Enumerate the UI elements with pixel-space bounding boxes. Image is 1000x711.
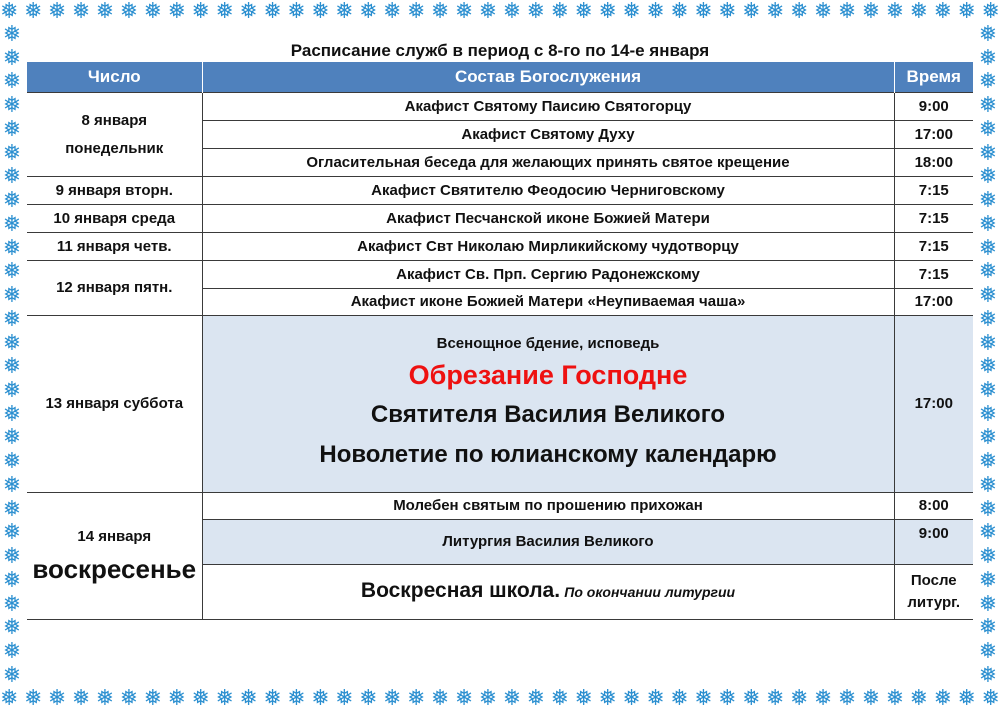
snowflake-ornament-icon: ❅: [909, 0, 929, 24]
snowflake-ornament-icon: ❅: [978, 449, 998, 475]
time-cell: 17:00: [894, 121, 973, 149]
time-cell: 7:15: [894, 205, 973, 233]
snowflake-ornament-icon: ❅: [2, 496, 22, 522]
snowflake-ornament-icon: ❅: [2, 140, 22, 166]
time-cell: 7:15: [894, 177, 973, 205]
time-cell: 18:00: [894, 149, 973, 177]
date-line: понедельник: [65, 139, 164, 157]
snowflake-ornament-icon: ❅: [2, 22, 22, 47]
date-line-weekday: воскресенье: [32, 554, 197, 584]
snowflake-ornament-icon: ❅: [167, 0, 186, 24]
snowflake-ornament-icon: ❅: [885, 686, 905, 711]
snowflake-ornament-icon: ❅: [978, 235, 998, 261]
snowflake-ornament-icon: ❅: [861, 686, 881, 711]
snowflake-ornament-icon: ❅: [478, 0, 498, 24]
date-cell: 10 января среда: [27, 205, 202, 233]
table-row: [27, 93, 973, 121]
snowflake-ornament-icon: ❅: [215, 0, 234, 24]
snowflake-ornament-icon: ❅: [646, 686, 665, 711]
snowflake-ornament-icon: ❅: [2, 639, 22, 665]
snowflake-ornament-icon: ❅: [598, 0, 617, 24]
snowflake-ornament-icon: ❅: [718, 0, 737, 24]
snowflake-ornament-icon: ❅: [933, 686, 952, 711]
time-line: литург.: [907, 594, 961, 611]
snowflake-ornament-icon: ❅: [454, 0, 474, 24]
table-row: [27, 177, 973, 205]
snowflake-ornament-icon: ❅: [837, 686, 857, 711]
table-row: [27, 233, 973, 261]
time-cell: 17:00: [894, 316, 973, 493]
snowflake-ornament-icon: ❅: [2, 283, 22, 309]
snowflake-ornament-icon: ❅: [978, 472, 998, 498]
snowflake-ornament-icon: ❅: [622, 686, 641, 711]
snowflake-ornament-icon: ❅: [861, 0, 881, 24]
snowflake-ornament-icon: ❅: [119, 686, 139, 711]
time-line: После: [910, 572, 957, 589]
snowflake-ornament-icon: ❅: [2, 378, 22, 404]
snowflake-ornament-icon: ❅: [813, 686, 833, 711]
new-year-line: Новолетие по юлианскому календарю: [319, 441, 777, 468]
snowflake-ornament-icon: ❅: [622, 0, 641, 24]
snowflake-ornament-icon: ❅: [23, 0, 43, 24]
snowflake-ornament-icon: ❅: [978, 188, 998, 214]
snowflake-ornament-icon: ❅: [978, 591, 998, 617]
snowflake-ornament-icon: ❅: [2, 520, 22, 546]
time-cell: 7:15: [894, 261, 973, 289]
snowflake-ornament-icon: ❅: [933, 0, 952, 24]
service-cell: Огласительная беседа для желающих принять святое крещение: [202, 149, 894, 177]
snowflake-ornament-icon: ❅: [311, 686, 330, 711]
snowflake-ornament-icon: ❅: [885, 0, 905, 24]
snowflake-ornament-icon: ❅: [383, 0, 402, 24]
time-cell: 7:15: [894, 233, 973, 261]
snowflake-ornament-icon: ❅: [287, 0, 306, 24]
snowflake-ornament-icon: ❅: [2, 45, 22, 71]
snowflake-ornament-icon: ❅: [2, 544, 22, 570]
snowflake-ornament-icon: ❅: [383, 686, 402, 711]
snowflake-ornament-icon: ❅: [71, 0, 91, 24]
snowflake-ornament-icon: ❅: [718, 686, 737, 711]
snowflake-ornament-icon: ❅: [978, 164, 998, 190]
snowflake-ornament-icon: ❅: [335, 686, 354, 711]
schedule-table: [27, 62, 973, 620]
snowflake-ornament-icon: ❅: [2, 401, 22, 427]
snowflake-ornament-icon: ❅: [2, 116, 22, 142]
snowflake-ornament-icon: ❅: [287, 686, 306, 711]
date-cell-jan14: [27, 493, 202, 620]
table-row: [27, 261, 973, 289]
snowflake-ornament-icon: ❅: [2, 472, 22, 498]
snowflake-ornament-icon: ❅: [454, 686, 474, 711]
snowflake-ornament-icon: ❅: [2, 259, 22, 285]
snowflake-ornament-icon: ❅: [478, 686, 498, 711]
snowflake-ornament-icon: ❅: [978, 283, 998, 309]
table-row-feast: [27, 316, 973, 493]
snowflake-ornament-icon: ❅: [526, 0, 546, 24]
snowflake-ornament-icon: ❅: [978, 401, 998, 427]
date-cell-jan8: [27, 93, 202, 177]
snowflake-ornament-icon: ❅: [502, 686, 522, 711]
snowflake-ornament-icon: ❅: [406, 686, 426, 711]
date-line: 8 января: [81, 111, 147, 129]
snowflake-ornament-icon: ❅: [978, 615, 998, 641]
snowflake-ornament-icon: ❅: [2, 425, 22, 451]
snowflake-ornament-icon: ❅: [215, 686, 234, 711]
time-cell: 17:00: [894, 289, 973, 316]
service-cell: Акафист Свт Николаю Мирликийскому чудотворцу: [202, 233, 894, 261]
saint-line: Святителя Василия Великого: [370, 401, 726, 428]
snowflake-ornament-icon: ❅: [742, 0, 761, 24]
snowflake-ornament-icon: ❅: [0, 0, 19, 24]
snowflake-ornament-icon: ❅: [526, 686, 546, 711]
snowflake-ornament-icon: ❅: [2, 164, 22, 190]
snowflake-ornament-icon: ❅: [646, 0, 665, 24]
snowflake-ornament-icon: ❅: [263, 686, 282, 711]
snowflake-ornament-icon: ❅: [981, 0, 1000, 24]
snowflake-ornament-icon: ❅: [359, 0, 378, 24]
snowflake-ornament-icon: ❅: [2, 449, 22, 475]
snowflake-ornament-icon: ❅: [239, 0, 258, 24]
snowflake-ornament-icon: ❅: [766, 0, 785, 24]
snowflake-ornament-icon: ❅: [978, 496, 998, 522]
snowflake-ornament-icon: ❅: [574, 0, 593, 24]
snowflake-ornament-icon: ❅: [95, 0, 115, 24]
snowflake-ornament-icon: ❅: [23, 686, 43, 711]
sunday-school-note: По окончании литургии: [564, 584, 736, 600]
snowflake-ornament-icon: ❅: [191, 0, 210, 24]
schedule-title: Расписание служб в период с 8-го по 14-е января: [290, 41, 710, 60]
snowflake-ornament-icon: ❅: [574, 686, 593, 711]
service-cell: Акафист Св. Прп. Сергию Радонежскому: [202, 261, 894, 289]
snowflake-ornament-icon: ❅: [47, 686, 67, 711]
snowflake-ornament-icon: ❅: [978, 69, 998, 95]
time-cell: [894, 565, 973, 620]
date-cell-jan13: 13 января суббота: [27, 316, 202, 493]
service-cell: Акафист Святому Духу: [202, 121, 894, 149]
date-cell: 9 января вторн.: [27, 177, 202, 205]
snowflake-ornament-icon: ❅: [978, 662, 998, 688]
snowflake-ornament-icon: ❅: [978, 544, 998, 570]
snowflake-ornament-icon: ❅: [47, 0, 67, 24]
snowflake-ornament-icon: ❅: [119, 0, 139, 24]
snowflake-ornament-icon: ❅: [766, 686, 785, 711]
snowflake-ornament-icon: ❅: [978, 520, 998, 546]
snowflake-ornament-icon: ❅: [239, 686, 258, 711]
header-date: Число: [27, 62, 202, 93]
snowflake-ornament-icon: ❅: [694, 0, 713, 24]
service-cell: Акафист иконе Божией Матери «Неупиваемая чаша»: [202, 289, 894, 316]
header-row: [27, 62, 973, 93]
snowflake-ornament-icon: ❅: [2, 662, 22, 688]
snowflake-ornament-icon: ❅: [978, 211, 998, 237]
snowflake-ornament-icon: ❅: [789, 686, 809, 711]
header-time: Время: [894, 62, 973, 93]
service-cell-liturgy: Литургия Василия Великого: [202, 520, 894, 565]
time-cell: 8:00: [894, 493, 973, 520]
service-cell: Акафист Святому Паисию Святогорцу: [202, 93, 894, 121]
snowflake-ornament-icon: ❅: [978, 378, 998, 404]
snowflake-ornament-icon: ❅: [550, 686, 569, 711]
snowflake-ornament-icon: ❅: [2, 354, 22, 380]
snowflake-ornament-icon: ❅: [813, 0, 833, 24]
ornament-border-top: [0, 0, 1000, 24]
snowflake-ornament-icon: ❅: [789, 0, 809, 24]
time-cell: 9:00: [894, 520, 973, 565]
service-cell: Акафист Песчанской иконе Божией Матери: [202, 205, 894, 233]
snowflake-ornament-icon: ❅: [978, 425, 998, 451]
sunday-school: Воскресная школа.: [360, 579, 561, 602]
ornament-border-bottom: [0, 687, 1000, 711]
snowflake-ornament-icon: ❅: [694, 686, 713, 711]
vigil-line: Всенощное бдение, исповедь: [436, 335, 660, 352]
snowflake-ornament-icon: ❅: [2, 93, 22, 119]
snowflake-ornament-icon: ❅: [978, 140, 998, 166]
snowflake-ornament-icon: ❅: [143, 686, 163, 711]
header-service: Состав Богослужения: [202, 62, 894, 93]
snowflake-ornament-icon: ❅: [978, 330, 998, 356]
snowflake-ornament-icon: ❅: [2, 188, 22, 214]
snowflake-ornament-icon: ❅: [981, 686, 1000, 711]
snowflake-ornament-icon: ❅: [742, 686, 761, 711]
snowflake-ornament-icon: ❅: [167, 686, 186, 711]
snowflake-ornament-icon: ❅: [978, 639, 998, 665]
snowflake-ornament-icon: ❅: [2, 567, 22, 593]
ornament-border-left: [0, 24, 24, 687]
ornament-border-right: [976, 24, 1000, 687]
snowflake-ornament-icon: ❅: [430, 686, 450, 711]
feast-title: Обрезание Господне: [408, 360, 688, 390]
snowflake-ornament-icon: ❅: [263, 0, 282, 24]
snowflake-ornament-icon: ❅: [430, 0, 450, 24]
date-cell-jan12: 12 января пятн.: [27, 261, 202, 316]
snowflake-ornament-icon: ❅: [143, 0, 163, 24]
service-cell-feast: [202, 316, 894, 493]
snowflake-ornament-icon: ❅: [2, 211, 22, 237]
service-cell: [202, 565, 894, 620]
service-cell: Акафист Святителю Феодосию Черниговскому: [202, 177, 894, 205]
snowflake-ornament-icon: ❅: [550, 0, 569, 24]
snowflake-ornament-icon: ❅: [978, 567, 998, 593]
snowflake-ornament-icon: ❅: [2, 306, 22, 332]
snowflake-ornament-icon: ❅: [71, 686, 91, 711]
table-row: [27, 493, 973, 520]
table-row: [27, 205, 973, 233]
snowflake-ornament-icon: ❅: [837, 0, 857, 24]
snowflake-ornament-icon: ❅: [670, 0, 689, 24]
date-cell: 11 января четв.: [27, 233, 202, 261]
snowflake-ornament-icon: ❅: [0, 686, 19, 711]
snowflake-ornament-icon: ❅: [502, 0, 522, 24]
snowflake-ornament-icon: ❅: [2, 330, 22, 356]
snowflake-ornament-icon: ❅: [957, 0, 976, 24]
snowflake-ornament-icon: ❅: [359, 686, 378, 711]
snowflake-ornament-icon: ❅: [2, 615, 22, 641]
snowflake-ornament-icon: ❅: [95, 686, 115, 711]
snowflake-ornament-icon: ❅: [2, 69, 22, 95]
snowflake-ornament-icon: ❅: [406, 0, 426, 24]
snowflake-ornament-icon: ❅: [909, 686, 929, 711]
snowflake-ornament-icon: ❅: [978, 306, 998, 332]
snowflake-ornament-icon: ❅: [957, 686, 976, 711]
snowflake-ornament-icon: ❅: [335, 0, 354, 24]
snowflake-ornament-icon: ❅: [978, 45, 998, 71]
snowflake-ornament-icon: ❅: [2, 235, 22, 261]
snowflake-ornament-icon: ❅: [670, 686, 689, 711]
date-line: 14 января: [77, 528, 152, 545]
snowflake-ornament-icon: ❅: [191, 686, 210, 711]
snowflake-ornament-icon: ❅: [978, 93, 998, 119]
snowflake-ornament-icon: ❅: [2, 591, 22, 617]
snowflake-ornament-icon: ❅: [978, 22, 998, 47]
time-cell: 9:00: [894, 93, 973, 121]
snowflake-ornament-icon: ❅: [311, 0, 330, 24]
snowflake-ornament-icon: ❅: [598, 686, 617, 711]
snowflake-ornament-icon: ❅: [978, 116, 998, 142]
snowflake-ornament-icon: ❅: [978, 259, 998, 285]
snowflake-ornament-icon: ❅: [978, 354, 998, 380]
service-cell: Молебен святым по прошению прихожан: [202, 493, 894, 520]
